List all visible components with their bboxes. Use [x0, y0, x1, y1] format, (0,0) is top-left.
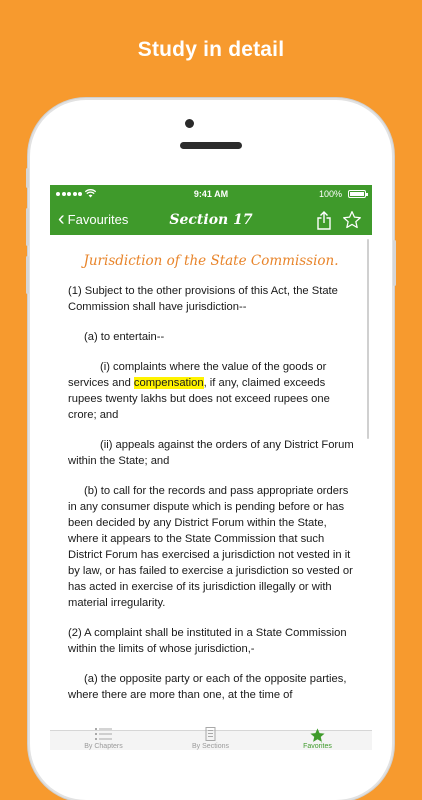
phone-volume-up [26, 208, 29, 246]
paragraph-subsection-1: (1) Subject to the other provisions of this Act, the State Commission shall have jurisdiction-- [68, 285, 338, 313]
tab-by-sections[interactable] [157, 731, 264, 750]
paragraph-text: , if any, claimed exceeds rupees twenty lakhs but does not exceed rupees one crore; and [68, 377, 330, 421]
tab-favorites[interactable] [264, 731, 371, 750]
phone-power-button [393, 240, 396, 286]
document-icon [201, 727, 220, 741]
scroll-indicator[interactable] [367, 239, 369, 439]
section-heading: Jurisdiction of the State Commission. [83, 253, 339, 269]
nav-title: Section 17 [169, 212, 253, 228]
star-icon [308, 727, 327, 744]
front-camera [185, 119, 194, 128]
paragraph-clause-a-i [68, 359, 358, 423]
earpiece-speaker [180, 142, 242, 149]
chevron-left-icon: ‹ [58, 208, 65, 230]
phone-volume-down [26, 256, 29, 294]
phone-screen [50, 185, 372, 750]
paragraph-clause-b: (b) to call for the records and pass appropriate orders in any consumer dispute which is pending before or has been decided by any District Forum within the State, where it appears to the State Commission that such District Forum has exercised a jurisdiction not vested in it by law, or has failed to exercise a jurisdiction so vested or has acted in exercise of its jurisdiction illegally or with material irregularity. [68, 485, 353, 609]
status-time: 9:41 AM [193, 189, 229, 199]
tab-bar [50, 730, 372, 750]
paragraph-subsection-2: (2) A complaint shall be instituted in a State Commission within the limits of whose jurisdiction,- [68, 627, 347, 655]
paragraph-clause-a-ii: (ii) appeals against the orders of any District Forum within the State; and [68, 439, 354, 467]
paragraph-clause-a: (a) to entertain-- [84, 331, 165, 343]
navigation-bar [50, 205, 372, 235]
paragraph-text: (i) complaints where the value of the goods or services and [68, 361, 327, 389]
back-button-label: Favourites [67, 211, 129, 227]
share-icon[interactable] [316, 211, 332, 230]
paragraph-clause-2a: (a) the opposite party or each of the opposite parties, where there are more than one, at the time of [68, 673, 347, 701]
tab-label: By Sections [192, 743, 229, 750]
section-body [50, 283, 372, 703]
battery-percent: 100% [318, 189, 342, 199]
list-icon [94, 727, 113, 741]
phone-mute-switch [26, 168, 29, 188]
battery-icon [348, 190, 366, 198]
tab-by-chapters[interactable] [50, 731, 157, 750]
highlighted-term[interactable]: compensation [133, 377, 204, 389]
tab-label: By Chapters [84, 743, 123, 750]
promo-headline: Study in detail [137, 38, 285, 61]
favorite-star-icon[interactable] [342, 210, 362, 230]
tab-label: Favorites [303, 743, 332, 750]
section-content[interactable] [50, 235, 372, 730]
back-button[interactable] [58, 210, 128, 228]
status-bar [50, 185, 372, 205]
phone-frame [30, 100, 392, 800]
